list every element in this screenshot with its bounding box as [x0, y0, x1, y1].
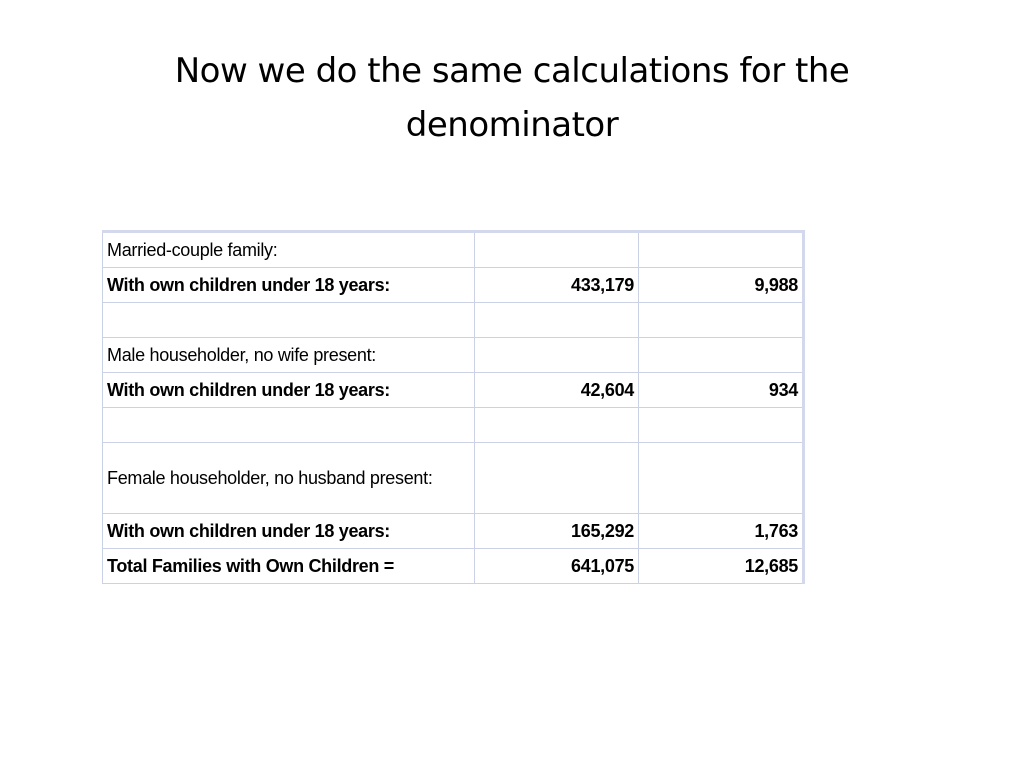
- row-label: Female householder, no husband present:: [103, 443, 475, 514]
- value-cell: [475, 303, 639, 338]
- row-label: With own children under 18 years:: [103, 268, 475, 303]
- table-row: [103, 549, 804, 584]
- row-label: Male householder, no wife present:: [103, 338, 475, 373]
- value-cell: 433,179: [475, 268, 639, 303]
- row-label: With own children under 18 years:: [103, 514, 475, 549]
- value-cell: [475, 443, 639, 514]
- table-row: [103, 408, 804, 443]
- value-cell: 12,685: [639, 549, 804, 584]
- row-label: With own children under 18 years:: [103, 373, 475, 408]
- table-row: [103, 514, 804, 549]
- families-table: [102, 230, 805, 584]
- slide-title: Now we do the same calculations for the denominator: [174, 51, 850, 145]
- value-cell: [639, 408, 804, 443]
- value-cell: 641,075: [475, 549, 639, 584]
- row-label: Married-couple family:: [103, 232, 475, 268]
- value-cell: [639, 443, 804, 514]
- value-cell: [639, 338, 804, 373]
- value-cell: [639, 303, 804, 338]
- value-cell: [475, 232, 639, 268]
- row-label: [103, 303, 475, 338]
- value-cell: 9,988: [639, 268, 804, 303]
- value-cell: [475, 338, 639, 373]
- table-row: [103, 232, 804, 268]
- table-row: [103, 338, 804, 373]
- table-row: [103, 443, 804, 514]
- table-row: [103, 373, 804, 408]
- row-label: Total Families with Own Children =: [103, 549, 475, 584]
- value-cell: 934: [639, 373, 804, 408]
- table-row: [103, 303, 804, 338]
- value-cell: [475, 408, 639, 443]
- value-cell: 165,292: [475, 514, 639, 549]
- row-label: [103, 408, 475, 443]
- value-cell: 42,604: [475, 373, 639, 408]
- value-cell: 1,763: [639, 514, 804, 549]
- table-row: [103, 268, 804, 303]
- value-cell: [639, 232, 804, 268]
